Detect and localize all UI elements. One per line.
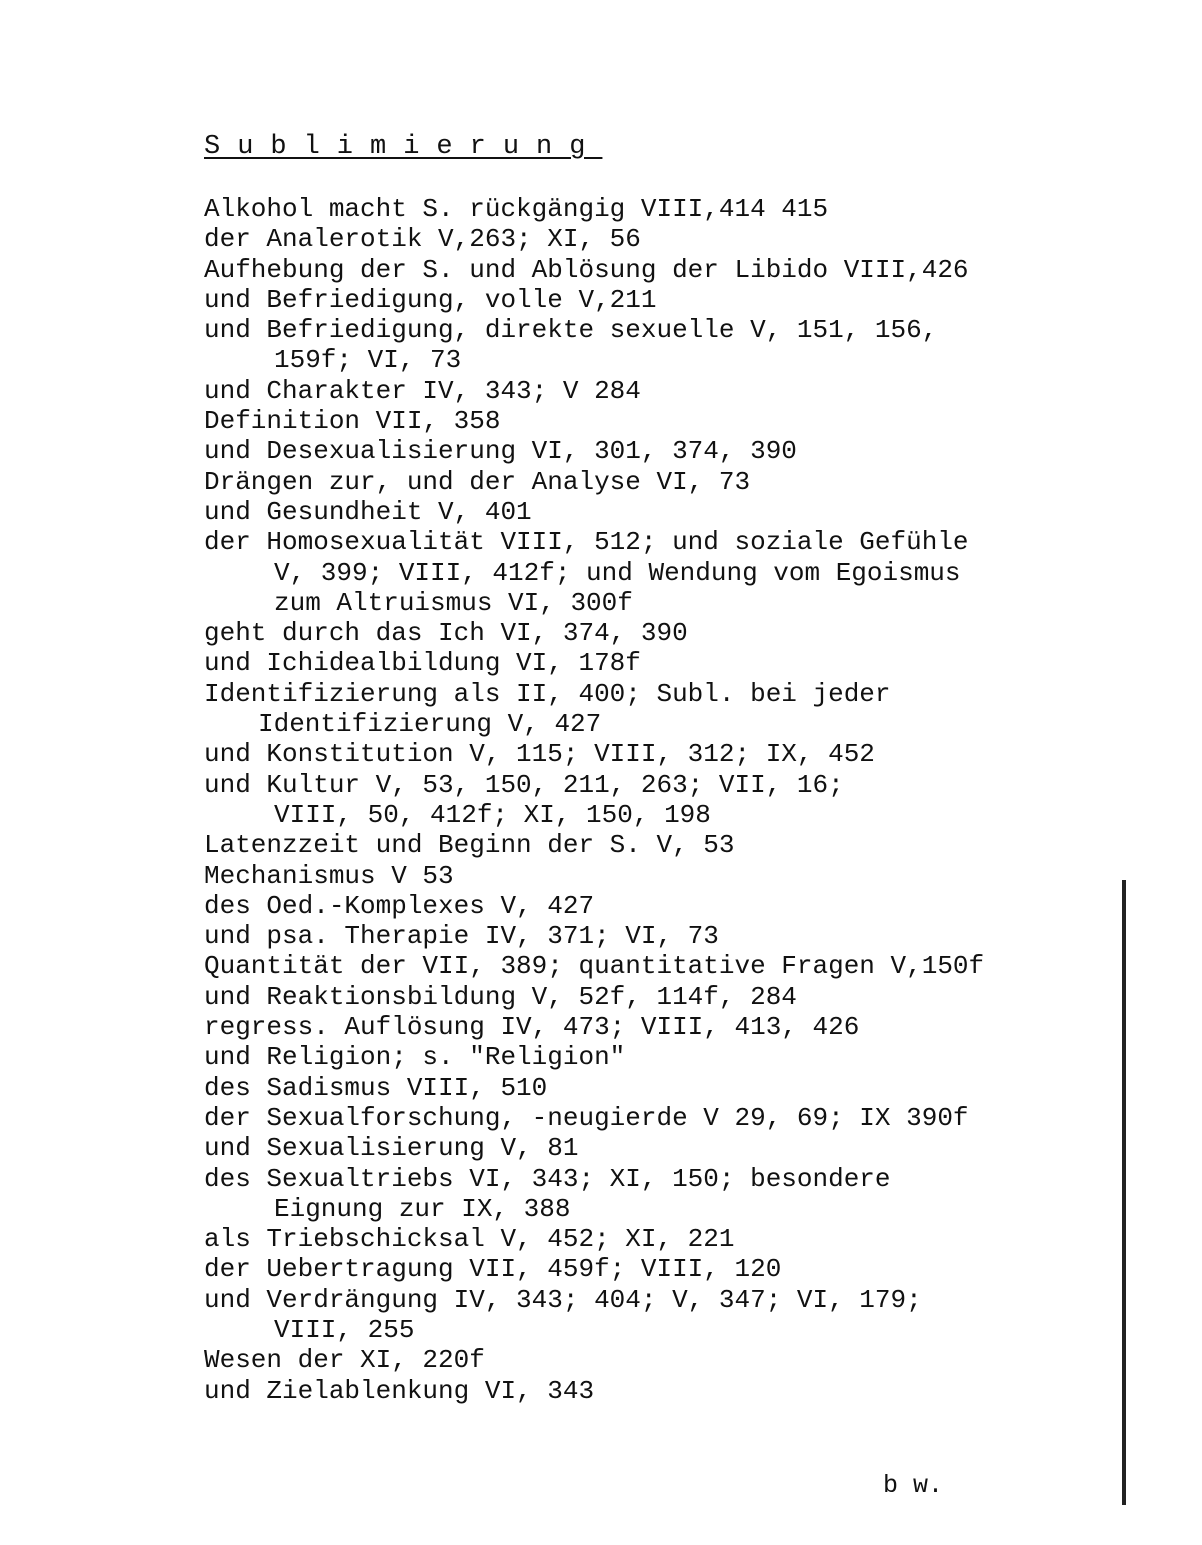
index-entry: und Sexualisierung V, 81 — [204, 1133, 579, 1164]
index-entry-continuation: zum Altruismus VI, 300f — [274, 587, 633, 618]
index-entry: geht durch das Ich VI, 374, 390 — [204, 618, 688, 649]
index-entry: der Homosexualität VIII, 512; und soziale Gefühle — [204, 527, 969, 558]
index-entry-continuation: VIII, 50, 412f; XI, 150, 198 — [274, 799, 711, 830]
index-entry: Aufhebung der S. und Ablösung der Libido VIII,426 — [204, 254, 969, 285]
index-entry: der Sexualforschung, -neugierde V 29, 69; IX 390f — [204, 1102, 969, 1133]
index-entry-list — [204, 194, 1124, 1406]
index-entry: und Religion; s. "Religion" — [204, 1042, 626, 1073]
index-entry: des Sadismus VIII, 510 — [204, 1072, 548, 1103]
index-entry: Alkohol macht S. rückgängig VIII,414 415 — [204, 194, 829, 224]
index-entry: der Uebertragung VII, 459f; VIII, 120 — [204, 1254, 782, 1285]
index-entry: und Zielablenkung VI, 343 — [204, 1375, 595, 1406]
index-entry: Identifizierung als II, 400; Subl. bei jeder — [204, 678, 891, 709]
index-entry: des Sexualtriebs VI, 343; XI, 150; besondere — [204, 1163, 891, 1194]
index-entry: und Befriedigung, direkte sexuelle V, 151, 156, — [204, 315, 938, 346]
index-entry: Drängen zur, und der Analyse VI, 73 — [204, 466, 751, 497]
index-entry: Mechanismus V 53 — [204, 860, 454, 891]
index-entry: Latenzzeit und Beginn der S. V, 53 — [204, 830, 735, 861]
index-entry: und Konstitution V, 115; VIII, 312; IX, 452 — [204, 739, 875, 770]
index-entry: und Befriedigung, volle V,211 — [204, 284, 657, 315]
index-entry: regress. Auflösung IV, 473; VIII, 413, 426 — [204, 1012, 860, 1043]
index-entry: und Verdrängung IV, 343; 404; V, 347; VI, 179; — [204, 1284, 922, 1315]
index-entry: und psa. Therapie IV, 371; VI, 73 — [204, 921, 719, 952]
index-entry-continuation: 159f; VI, 73 — [274, 345, 462, 376]
index-entry: als Triebschicksal V, 452; XI, 221 — [204, 1224, 735, 1255]
index-entry: der Analerotik V,263; XI, 56 — [204, 224, 641, 255]
index-entry-continuation: Eignung zur IX, 388 — [274, 1193, 571, 1224]
index-entry: und Reaktionsbildung V, 52f, 114f, 284 — [204, 981, 797, 1012]
index-entry: und Kultur V, 53, 150, 211, 263; VII, 16; — [204, 769, 844, 800]
index-entry: und Ichidealbildung VI, 178f — [204, 648, 641, 679]
index-entry: Wesen der XI, 220f — [204, 1345, 485, 1376]
index-entry: Quantität der VII, 389; quantitative Fragen V,150f — [204, 951, 985, 982]
index-entry: Definition VII, 358 — [204, 406, 501, 437]
index-entry-continuation: V, 399; VIII, 412f; und Wendung vom Egoismus — [274, 557, 961, 588]
index-entry: und Gesundheit V, 401 — [204, 496, 532, 527]
index-entry: des Oed.-Komplexes V, 427 — [204, 890, 595, 921]
index-heading: Sublimierung — [204, 132, 603, 162]
footer-note: b w. — [883, 1471, 944, 1500]
index-entry-continuation: VIII, 255 — [274, 1314, 415, 1345]
index-entry: und Charakter IV, 343; V 284 — [204, 375, 641, 406]
index-entry: und Desexualisierung VI, 301, 374, 390 — [204, 436, 797, 467]
index-entry-continuation: Identifizierung V, 427 — [258, 709, 602, 740]
margin-rule — [1122, 880, 1126, 1505]
